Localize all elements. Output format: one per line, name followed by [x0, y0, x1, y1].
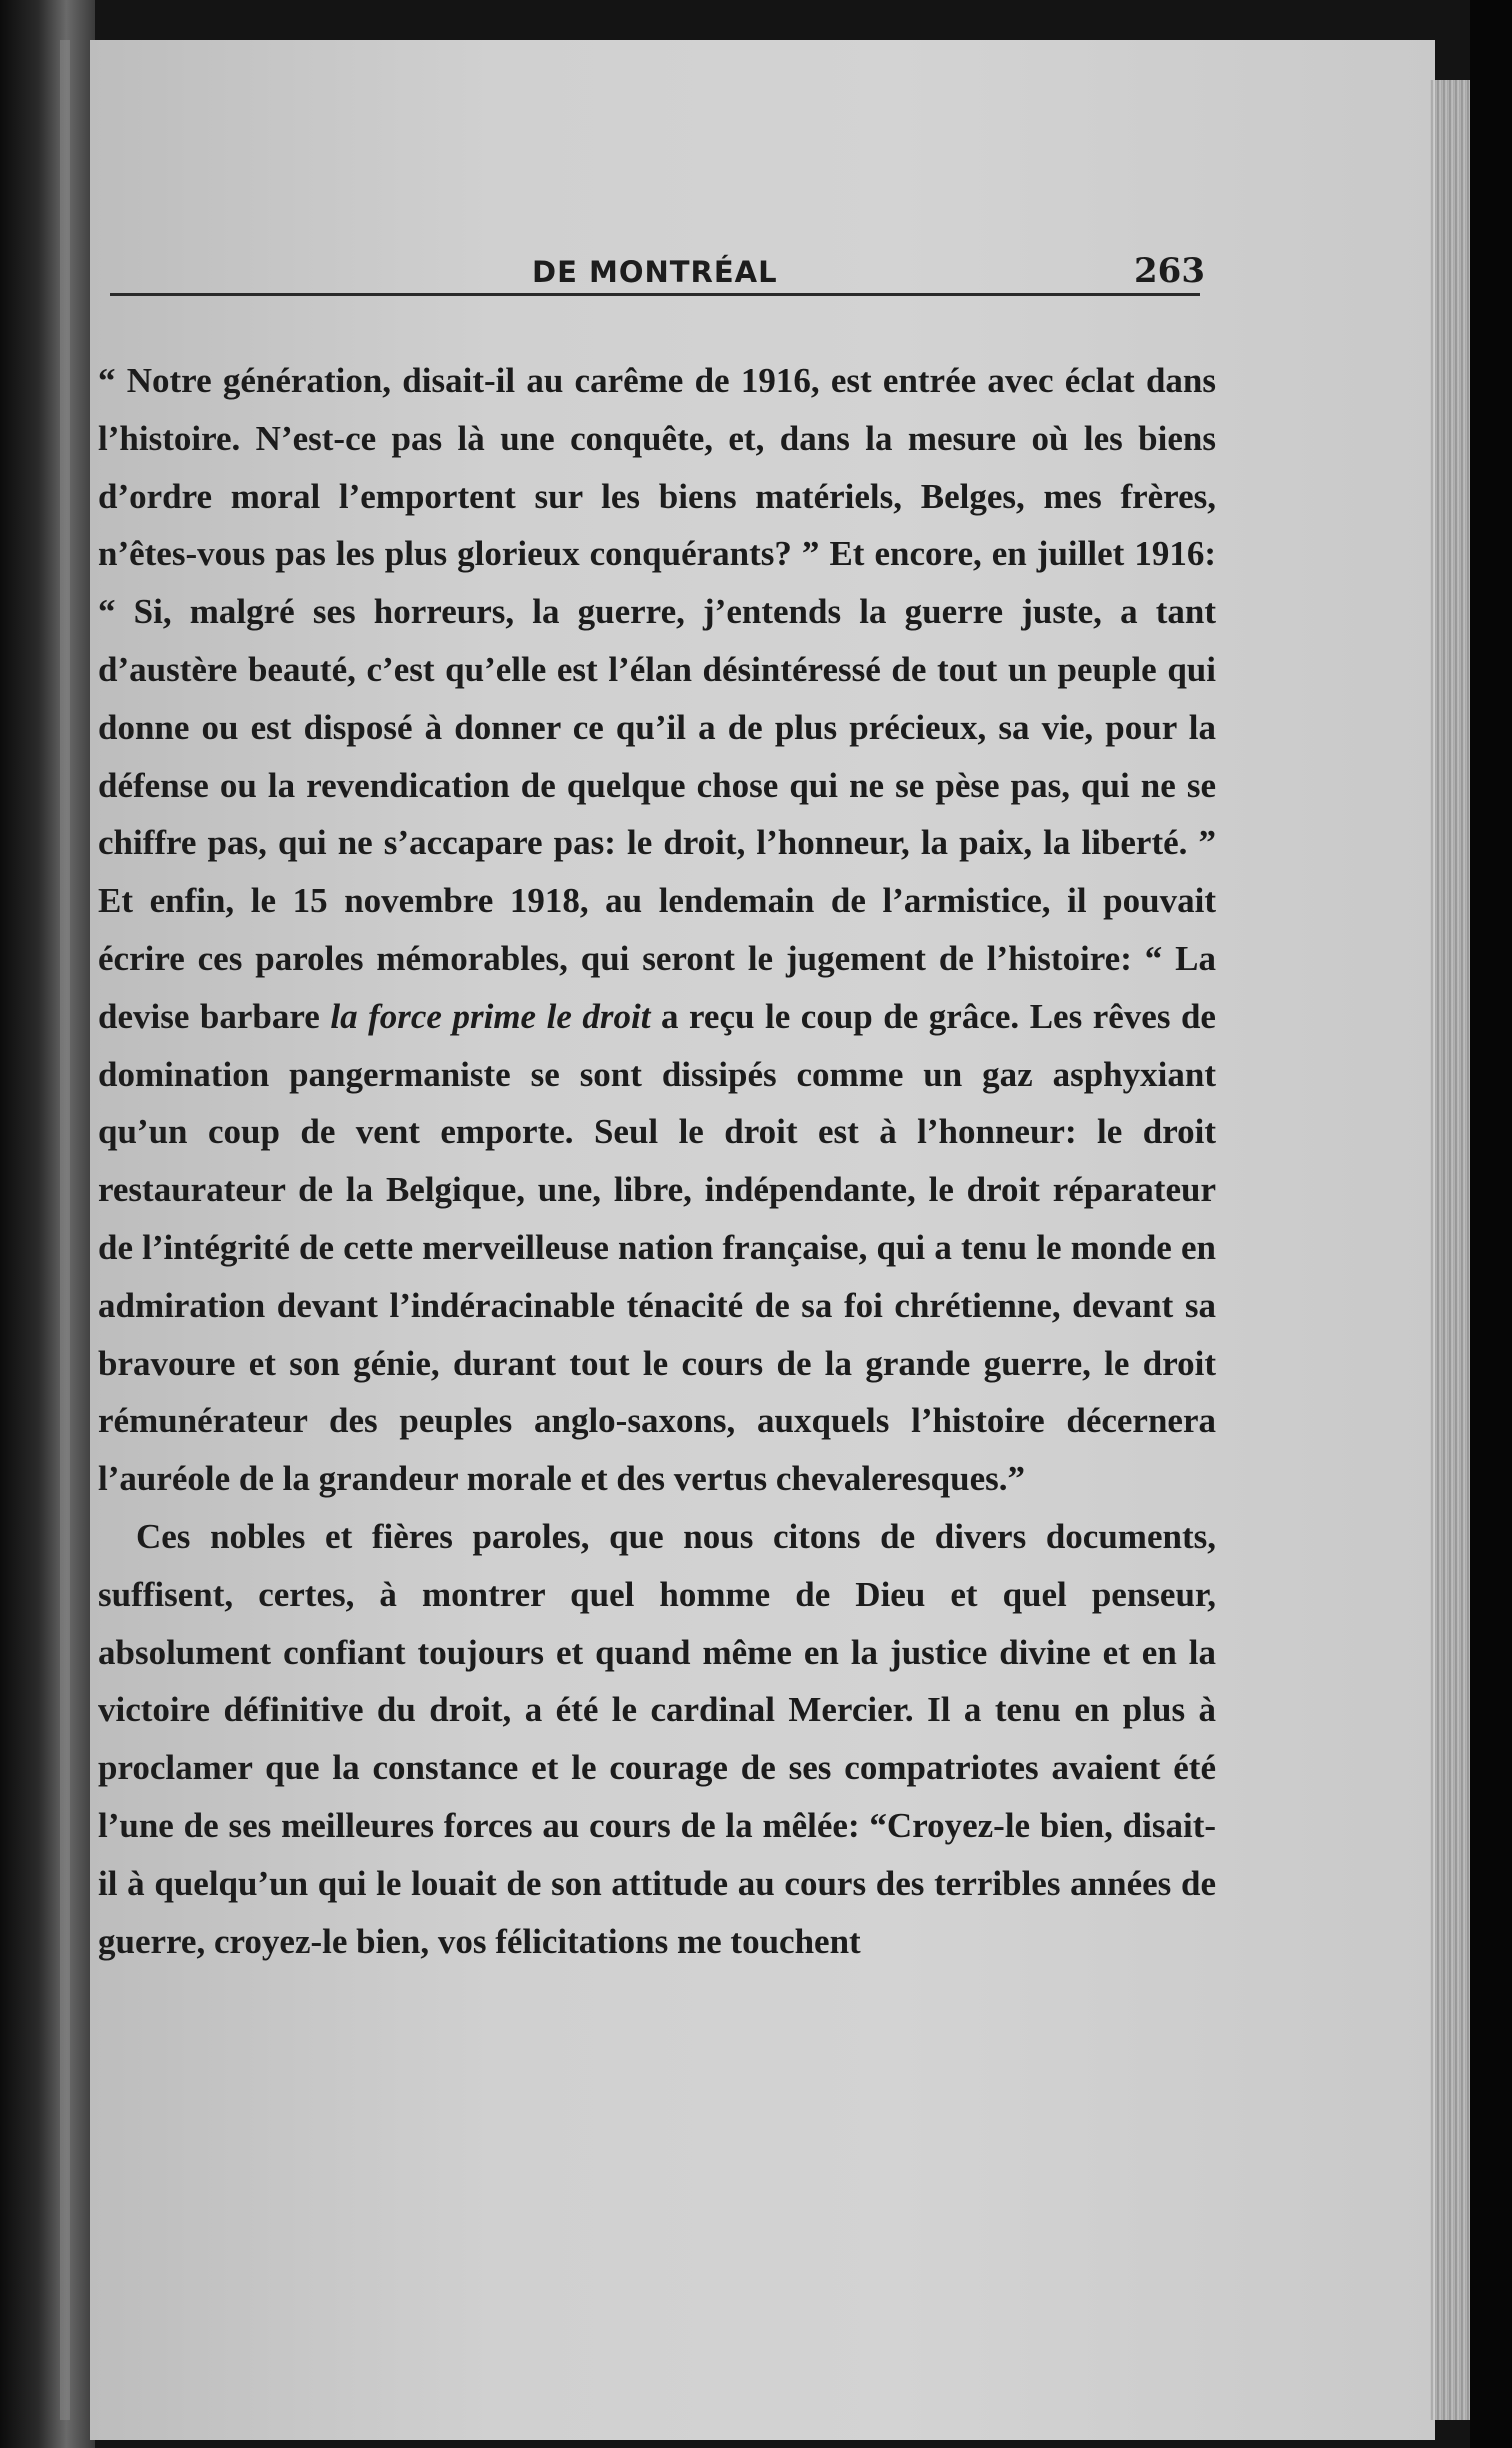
paragraph-commentary: Ces nobles et fières paroles, que nous citons de divers documents, suffisent, certes, à montrer quel homme de Dieu et quel penseur, absolument confiant toujours et quand même en la justice divine et en la victoire définitive du droit, a été le cardinal Mercier. Il a tenu en plus à proclamer que la constance et le courage de ses compatriotes avaient été l’une de ses meilleures forces au cours de la mêlée: “Croyez-le bien, disait-il à quelqu’un qui le louait de son attitude au cours des terribles années de guerre, croyez-le bien, vos félicitations me touchent	[98, 1516, 1216, 1961]
page-header	[110, 215, 1205, 290]
page-stack-edge	[1430, 80, 1470, 2420]
italic-motto: la force prime le droit	[330, 996, 651, 1036]
header-rule	[110, 293, 1200, 296]
quote-text-after: a reçu le coup de grâce. Les rêves de domination pangermaniste se sont dissipés comme un gaz asphyxiant qu’un coup de vent emporte. Seul le droit est à l’honneur: le droit restaurateur de la Belgique, une, libre, indépendante, le droit réparateur de l’intégrité de cette merveilleuse nation française, qui a tenu le monde en admiration devant l’indéracinable ténacité de sa foi chrétienne, devant sa bravoure et son génie, durant tout le cours de la grande guerre, le droit rémunérateur des peuples anglo-saxons, auxquels l’histoire décernera l’auréole de la grandeur morale et des vertus chevaleresques.”	[98, 996, 1216, 1499]
page-number: 263	[1134, 251, 1205, 291]
quote-text-before: “ Notre génération, disait-il au carême de 1916, est entrée avec éclat dans l’histoire. N’est-ce pas là une conquête, et, dans la mesure où les biens d’ordre moral l’emportent sur les biens matériels, Belges, mes frères, n’êtes-vous pas les plus glorieux conquérants? ” Et encore, en juillet 1916: “ Si, malgré ses horreurs, la guerre, j’entends la guerre juste, a tant d’austère beauté, c’est qu’elle est l’élan désintéressé de tout un peuple qui donne ou est disposé à donner ce qu’il a de plus précieux, sa vie, pour la défense ou la revendication de quelque chose qui ne se pèse pas, qui ne se chiffre pas, qui ne s’accapare pas: le droit, l’honneur, la paix, la liberté. ” Et enfin, le 15 novembre 1918, au lendemain de l’armistice, il pouvait écrire ces paroles mémorables, qui seront le jugement de l’histoire: “ La devise barbare	[98, 361, 1216, 1036]
paragraph-quotations	[98, 352, 1216, 1508]
body-text	[98, 352, 1216, 1970]
running-head: DE MONTRÉAL	[532, 255, 778, 289]
book-spine-shadow	[0, 0, 95, 2448]
book-gutter-edge	[60, 40, 70, 2420]
scan-border	[1470, 0, 1512, 2448]
